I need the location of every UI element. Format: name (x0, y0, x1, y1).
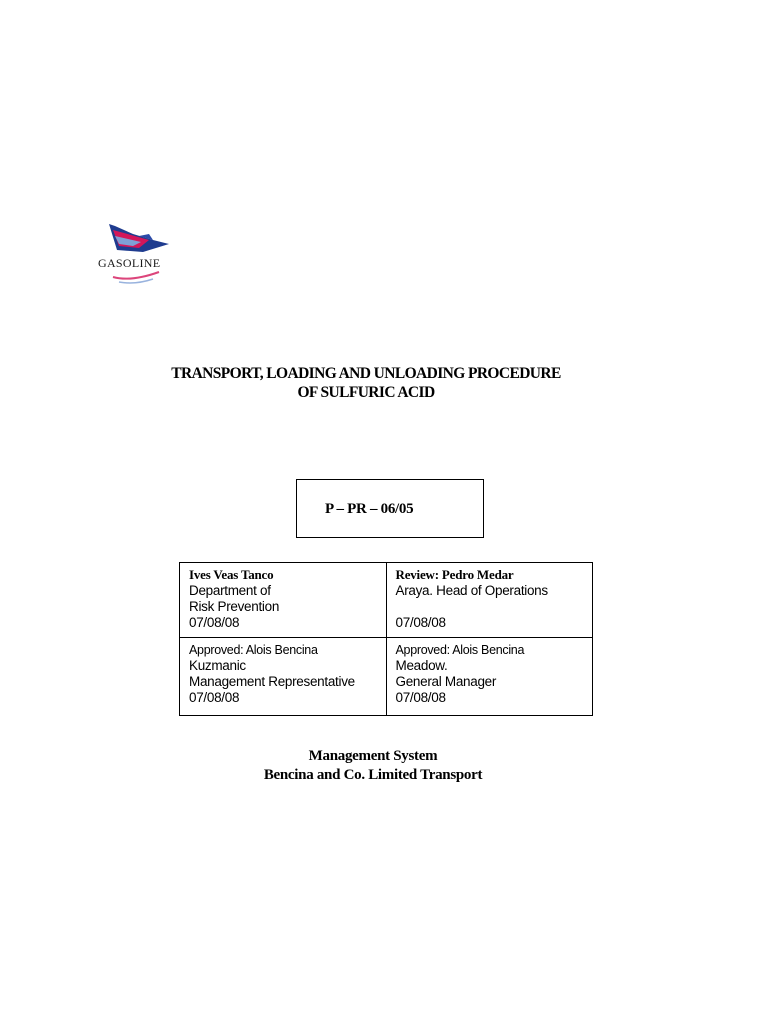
approved-right-date: 07/08/08 (395, 690, 446, 705)
approved-right-role: General Manager (395, 674, 497, 689)
approved-right-cell (386, 638, 593, 716)
review-role: Araya. Head of Operations (395, 583, 548, 598)
signature-table (179, 562, 593, 716)
review-cell (386, 563, 593, 638)
prepared-department-2: Risk Prevention (189, 599, 280, 614)
document-title-line-2: OF SULFURIC ACID (297, 384, 435, 401)
ship-logo-icon (95, 222, 175, 288)
review-label: Review: Pedro Medar (395, 567, 514, 582)
approved-left-surname: Kuzmanic (189, 658, 246, 673)
table-row (180, 638, 593, 716)
prepared-date: 07/08/08 (189, 615, 240, 630)
approved-left-label: Approved: Alois Bencina (189, 643, 318, 657)
document-title-line-1: TRANSPORT, LOADING AND UNLOADING PROCEDURE (171, 365, 561, 382)
document-code-box (296, 479, 484, 538)
approved-left-cell (180, 638, 387, 716)
approved-right-label: Approved: Alois Bencina (395, 643, 525, 657)
approved-right-surname: Meadow. (395, 658, 448, 673)
prepared-department: Department of (189, 583, 271, 598)
table-row (180, 563, 593, 638)
company-logo (95, 222, 175, 288)
review-blank-line (396, 599, 584, 615)
review-date: 07/08/08 (395, 615, 446, 630)
footer-company: Bencina and Co. Limited Transport (263, 767, 483, 783)
logo-wordmark: GASOLINE (98, 256, 161, 270)
approved-left-role: Management Representative (189, 674, 355, 689)
footer-system: Management System (308, 748, 438, 764)
document-code: P – PR – 06/05 (325, 501, 414, 517)
approved-left-date: 07/08/08 (189, 690, 240, 705)
prepared-name: Ives Veas Tanco (189, 567, 274, 582)
prepared-cell (180, 563, 387, 638)
